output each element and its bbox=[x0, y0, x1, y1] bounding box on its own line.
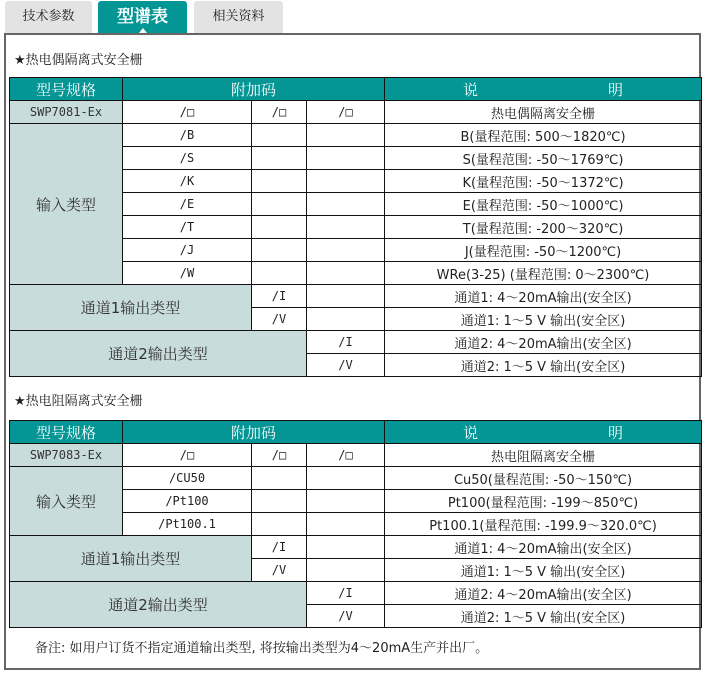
input-type-label: 输入类型 bbox=[10, 124, 123, 285]
tab-related-docs[interactable] bbox=[194, 1, 283, 33]
header-desc: 说 明 bbox=[385, 421, 702, 444]
header-code: 附加码 bbox=[123, 421, 385, 444]
ch2-code: /I bbox=[307, 582, 385, 605]
ch2-desc: 通道2: 1～5 V 输出(安全区) bbox=[385, 354, 702, 377]
input-desc: Pt100.1(量程范围: -199.9～320.0℃) bbox=[385, 513, 702, 536]
input-desc: J(量程范围: -50～1200℃) bbox=[385, 239, 702, 262]
ch1-code: /V bbox=[252, 559, 307, 582]
header-desc: 说 明 bbox=[385, 78, 702, 101]
spec-table-thermocouple bbox=[9, 77, 702, 377]
ch1-desc: 通道1: 1～5 V 输出(安全区) bbox=[385, 559, 702, 582]
ch1-code: /I bbox=[252, 536, 307, 559]
code-placeholder: /□ bbox=[123, 444, 252, 467]
tab-model-spectrum[interactable] bbox=[98, 1, 187, 33]
header-model: 型号规格 bbox=[10, 78, 123, 101]
table-header-row bbox=[10, 78, 702, 101]
input-desc: T(量程范围: -200～320℃) bbox=[385, 216, 702, 239]
content-frame bbox=[4, 33, 701, 670]
table-row bbox=[10, 331, 702, 354]
ch1-desc: 通道1: 4～20mA输出(安全区) bbox=[385, 285, 702, 308]
model-desc: 热电偶隔离安全栅 bbox=[385, 101, 702, 124]
table-row bbox=[10, 124, 702, 147]
input-code: /S bbox=[123, 147, 252, 170]
ch2-output-label: 通道2输出类型 bbox=[10, 331, 307, 377]
ch2-output-label: 通道2输出类型 bbox=[10, 582, 307, 628]
ch2-desc: 通道2: 1～5 V 输出(安全区) bbox=[385, 605, 702, 628]
table-row bbox=[10, 467, 702, 490]
input-desc: WRe(3-25) (量程范围: 0～2300℃) bbox=[385, 262, 702, 285]
input-code: /B bbox=[123, 124, 252, 147]
remark-note: 备注: 如用户订货不指定通道输出类型, 将按输出类型为4～20mA生产并出厂。 bbox=[35, 641, 489, 656]
tab-label: 技术参数 bbox=[22, 9, 75, 24]
input-code: /Pt100.1 bbox=[123, 513, 252, 536]
code-placeholder: /□ bbox=[307, 444, 385, 467]
input-desc: E(量程范围: -50～1000℃) bbox=[385, 193, 702, 216]
model-cell: SWP7081-Ex bbox=[10, 101, 123, 124]
ch1-code: /V bbox=[252, 308, 307, 331]
tab-label: 相关资料 bbox=[212, 9, 265, 24]
table-row bbox=[10, 536, 702, 559]
table-row bbox=[10, 582, 702, 605]
input-code: /W bbox=[123, 262, 252, 285]
input-desc: Pt100(量程范围: -199～850℃) bbox=[385, 490, 702, 513]
ch1-code: /I bbox=[252, 285, 307, 308]
ch2-code: /I bbox=[307, 331, 385, 354]
ch2-code: /V bbox=[307, 354, 385, 377]
ch2-desc: 通道2: 4～20mA输出(安全区) bbox=[385, 331, 702, 354]
ch1-desc: 通道1: 1～5 V 输出(安全区) bbox=[385, 308, 702, 331]
tab-tech-params[interactable] bbox=[5, 1, 92, 33]
input-code: /Pt100 bbox=[123, 490, 252, 513]
table-row bbox=[10, 285, 702, 308]
ch1-output-label: 通道1输出类型 bbox=[10, 536, 252, 582]
code-placeholder: /□ bbox=[252, 444, 307, 467]
input-code: /T bbox=[123, 216, 252, 239]
tab-label: 型谱表 bbox=[117, 7, 168, 27]
header-code: 附加码 bbox=[123, 78, 385, 101]
input-desc: B(量程范围: 500～1820℃) bbox=[385, 124, 702, 147]
header-model: 型号规格 bbox=[10, 421, 123, 444]
code-placeholder: /□ bbox=[252, 101, 307, 124]
input-desc: K(量程范围: -50～1372℃) bbox=[385, 170, 702, 193]
input-code: /J bbox=[123, 239, 252, 262]
input-desc: Cu50(量程范围: -50～150℃) bbox=[385, 467, 702, 490]
table-row bbox=[10, 101, 702, 124]
spec-table-rtd bbox=[9, 420, 702, 628]
section-title-thermocouple: ★热电偶隔离式安全栅 bbox=[14, 53, 143, 68]
ch2-desc: 通道2: 4～20mA输出(安全区) bbox=[385, 582, 702, 605]
input-type-label: 输入类型 bbox=[10, 467, 123, 536]
code-placeholder: /□ bbox=[307, 101, 385, 124]
table-row bbox=[10, 444, 702, 467]
ch2-code: /V bbox=[307, 605, 385, 628]
input-code: /E bbox=[123, 193, 252, 216]
ch1-output-label: 通道1输出类型 bbox=[10, 285, 252, 331]
input-desc: S(量程范围: -50～1769℃) bbox=[385, 147, 702, 170]
table-header-row bbox=[10, 421, 702, 444]
ch1-desc: 通道1: 4～20mA输出(安全区) bbox=[385, 536, 702, 559]
input-code: /CU50 bbox=[123, 467, 252, 490]
model-cell: SWP7083-Ex bbox=[10, 444, 123, 467]
code-placeholder: /□ bbox=[123, 101, 252, 124]
input-code: /K bbox=[123, 170, 252, 193]
model-desc: 热电阻隔离安全栅 bbox=[385, 444, 702, 467]
section-title-rtd: ★热电阻隔离式安全栅 bbox=[14, 394, 143, 409]
